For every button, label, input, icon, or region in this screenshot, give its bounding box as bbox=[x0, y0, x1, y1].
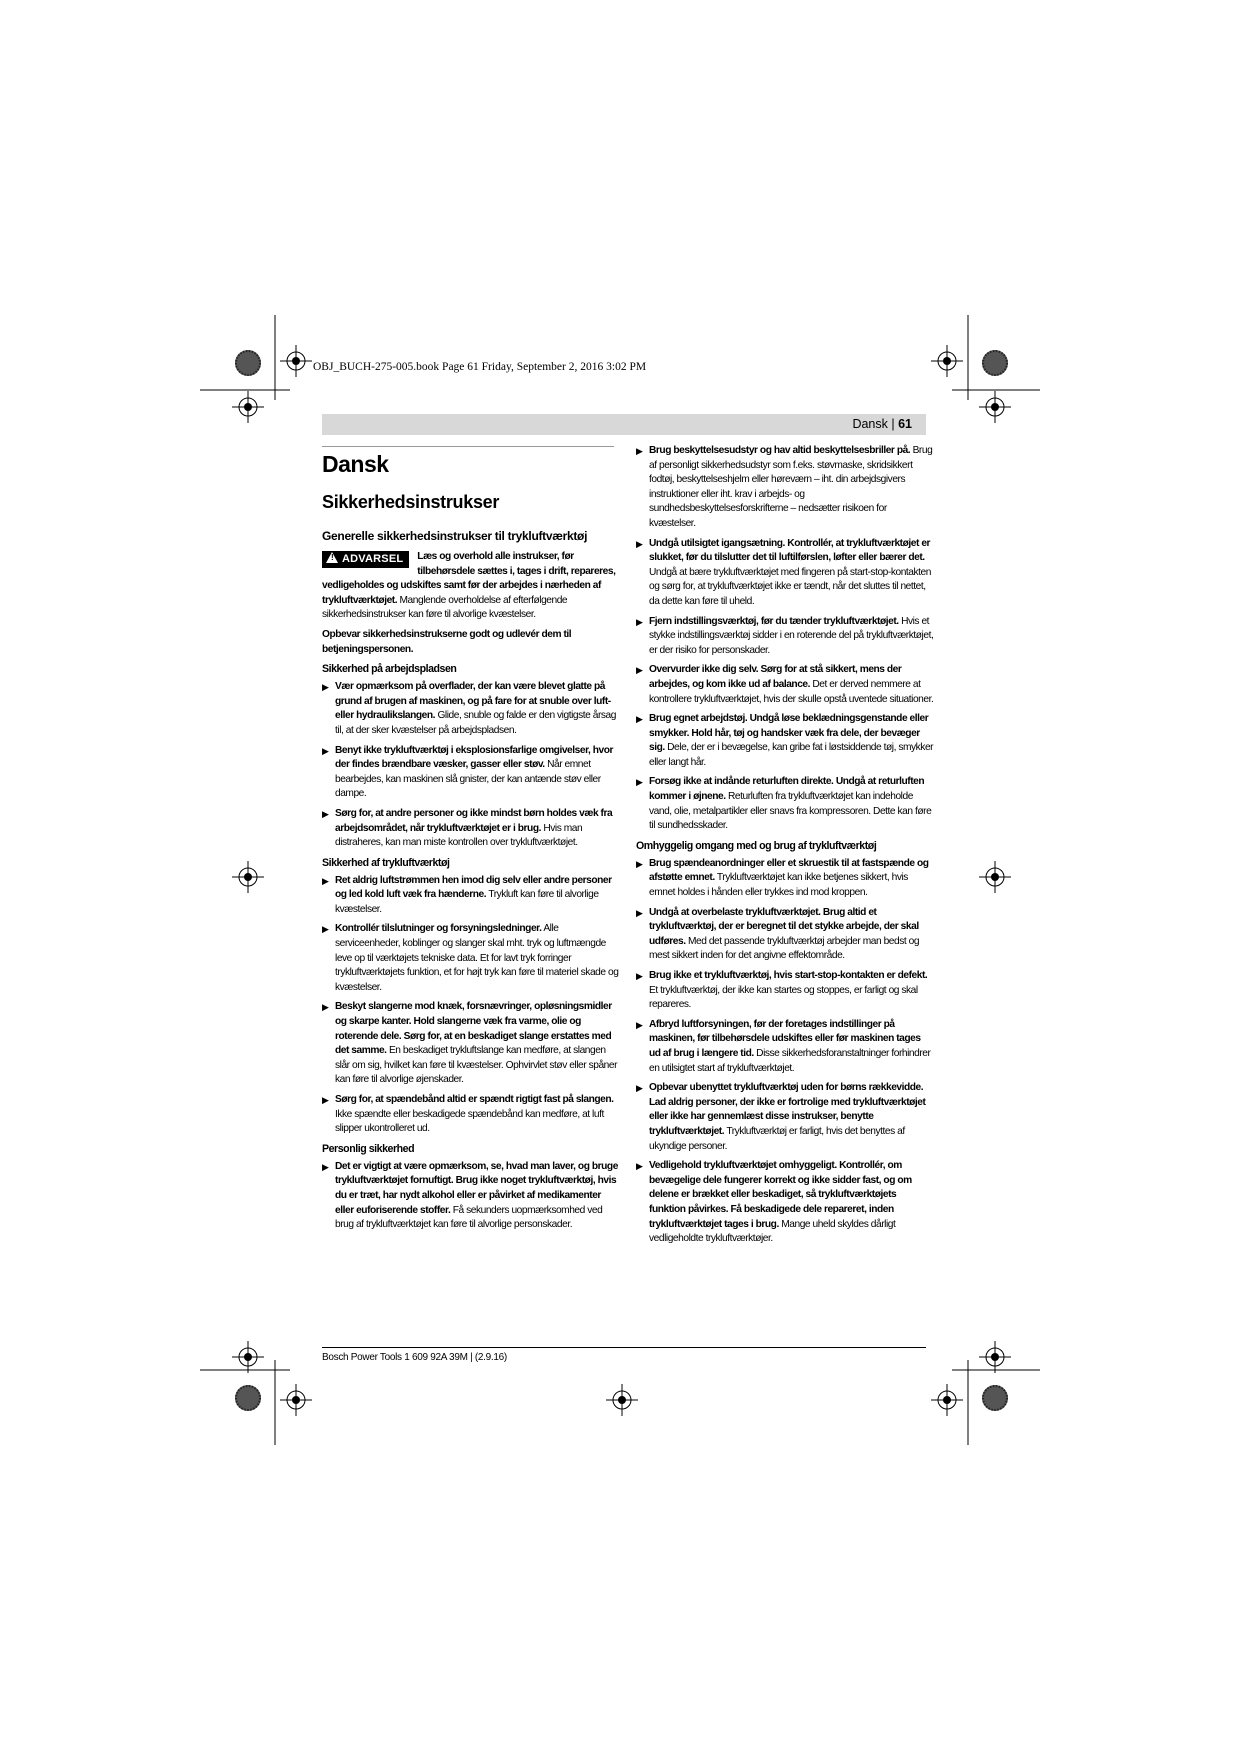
item-text: Det er derved nemmere at kontrollere trykluftværktøjet, hvis der skulle opstå uventede situationer. bbox=[649, 678, 934, 705]
list-item bbox=[636, 775, 934, 833]
item-bold-text: Vedligehold trykluftværktøjet omhyggeligt. Kontrollér, om bevægelige dele fungerer korrekt og ikke sidder fast, og om delene er brækket eller beskadiget, så trykluftværktøjets funktion påvirkes. Få beskadigede dele repareret, inden trykluftværktøjet tages i brug. bbox=[649, 1160, 912, 1230]
item-text: Brug af personligt sikkerhedsudstyr som f.eks. støvmaske, skridsikkert fodtøj, beskyttelseshjelm eller høreværn – iht. din arbejdsgivers instruktioner eller iht. krav i arbejds- og sundhedsbeskyttelsesforskrifterne – nedsætter risikoen for kvæstelser. bbox=[649, 445, 933, 529]
item-bold-text: Opbevar ubenyttet trykluftværktøj uden for børns rækkevidde. Lad aldrig personer, der ikke er fortrolige med trykluftværktøjet eller ikke har gennemlæst disse instrukser, benytte trykluftværktøjet. bbox=[649, 1082, 926, 1137]
item-bold-text: Beskyt slangerne mod knæk, forsnævringer, opløsningsmidler og skarpe kanter. Hold slangerne væk fra varme, olie og roterende dele. Sørg for, at en beskadiget slange erstattes med det samme. bbox=[335, 1001, 612, 1057]
bullet-arrow-icon: ▶ bbox=[322, 1161, 329, 1172]
list-item bbox=[322, 1000, 620, 1088]
item-bold-text: Brug spændeanordninger eller et skruestik til at fastspænde og afstøtte emnet. bbox=[649, 857, 929, 884]
warning-triangle-icon: ! bbox=[326, 552, 338, 563]
item-text: Trykluftværktøjet kan ikke betjenes sikkert, hvis emnet holdes i hånden eller trykkes ind mod kroppen. bbox=[649, 872, 908, 899]
page-number: 61 bbox=[898, 417, 912, 431]
list-item bbox=[636, 444, 934, 532]
item-bold-text: Afbryd luftforsyningen, før der foretages indstillinger på maskinen, før tilbehørsdele udskiftes eller før maskinen tages ud af brug i længere tid. bbox=[649, 1018, 921, 1059]
warning-bold-text: Læs og overhold alle instrukser, før tilbehørsdele sættes i, tages i drift, repareres, vedligeholdes og udskiftes samt før der arbejdes i nærheden af trykluftværktøjet. bbox=[322, 551, 616, 606]
item-bold-text: Brug beskyttelsesudstyr og hav altid beskyttelsesbriller på. bbox=[649, 445, 911, 456]
right-column bbox=[636, 444, 934, 1252]
list-item bbox=[322, 807, 620, 851]
page-label bbox=[852, 417, 912, 431]
bullet-arrow-icon: ▶ bbox=[636, 665, 643, 676]
subsection-title: Generelle sikkerhedsinstrukser til trykluftværktøj bbox=[322, 529, 588, 543]
page-title: Dansk bbox=[322, 451, 389, 477]
list-item bbox=[322, 680, 620, 738]
bullet-arrow-icon: ▶ bbox=[636, 971, 643, 981]
item-text: Alle serviceenheder, koblinger og slanger skal mht. tryk og luftmængde leve op til værktøjets tekniske data. Et for lavt tryk forringer trykluftværktøjets funktion, et for højt tryk kan føre til materiel skade og kvæstelser. bbox=[335, 923, 619, 993]
list-item bbox=[636, 1159, 934, 1247]
item-text: Få sekunders uopmærksomhed ved brug af trykluftværktøjet kan føre til alvorlige personskader. bbox=[335, 1204, 603, 1231]
bullet-arrow-icon: ▶ bbox=[322, 808, 329, 819]
item-bold-text: Undgå at overbelaste trykluftværktøjet. Brug altid et trykluftværktøj, der er beregnet til det stykke arbejde, der skal udføres. bbox=[649, 906, 919, 947]
warning-paragraph bbox=[322, 550, 620, 623]
bullet-arrow-icon: ▶ bbox=[636, 777, 643, 788]
item-bold-text: Sørg for, at andre personer og ikke mindst børn holdes væk fra arbejdsområdet, når trykluftværktøjet er i brug. bbox=[335, 807, 613, 834]
group-title: Sikkerhed af trykluftværktøj bbox=[322, 856, 450, 869]
group-list bbox=[322, 680, 620, 851]
item-text: Ikke spændte eller beskadigede spændebånd kan medføre, at luft slipper ukontrolleret ud. bbox=[335, 1108, 604, 1135]
item-bold-text: Benyt ikke trykluftværktøj i eksplosionsfarlige omgivelser, hvor der findes brændbare væsker, gasser eller støv. bbox=[335, 744, 614, 771]
item-bold-text: Undgå utilsigtet igangsætning. Kontrollér, at trykluftværktøjet er slukket, før du tilslutter det til luftilførslen, løfter eller bærer det. bbox=[649, 537, 931, 564]
header-bar bbox=[322, 414, 926, 435]
bullet-arrow-icon: ▶ bbox=[636, 714, 643, 725]
bullet-arrow-icon: ▶ bbox=[636, 907, 643, 918]
bullet-arrow-icon: ▶ bbox=[636, 858, 643, 869]
item-bold-text: Brug egnet arbejdstøj. Undgå løse beklædningsgenstande eller smykker. Hold hår, tøj og handsker væk fra dele, der bevæger sig. bbox=[649, 713, 929, 754]
item-bold-text: Forsøg ikke at indånde returluften direkte. Undgå at returluften kommer i øjnene. bbox=[649, 776, 925, 803]
item-bold-text: Kontrollér tilslutninger og forsyningsledninger. bbox=[335, 923, 542, 935]
bullet-arrow-icon: ▶ bbox=[322, 1002, 329, 1013]
item-text: Glide, snuble og falde er den vigtigste årsag til, at der sker kvæstelser på arbejdspladsen. bbox=[335, 710, 616, 736]
left-groups bbox=[322, 662, 620, 1233]
bullet-arrow-icon: ▶ bbox=[322, 682, 329, 693]
left-column bbox=[322, 444, 620, 1238]
footer-rule bbox=[322, 1347, 926, 1348]
group-title: Omhyggelig omgang med og brug af trykluftværktøj bbox=[636, 839, 877, 852]
item-bold-text: Fjern indstillingsværktøj, før du tænder trykluftværktøjet. bbox=[649, 615, 899, 627]
bullet-arrow-icon: ▶ bbox=[322, 875, 329, 886]
item-bold-text: Sørg for, at spændebånd altid er spændt rigtigt fast på slangen. bbox=[335, 1094, 614, 1105]
list-item bbox=[636, 906, 934, 964]
list-item bbox=[636, 1081, 934, 1154]
item-text: En beskadiget trykluftslange kan medføre, at slangen slår om sig, hvilket kan føre til kvæstelser. Ophvirvlet støv eller spåner kan føre til alvorlige øjenskader. bbox=[335, 1045, 618, 1086]
right-group-list bbox=[636, 857, 934, 1247]
bullet-arrow-icon: ▶ bbox=[636, 1019, 643, 1030]
bullet-arrow-icon: ▶ bbox=[636, 446, 643, 456]
list-item bbox=[322, 1160, 620, 1233]
bullet-arrow-icon: ▶ bbox=[322, 745, 329, 756]
keep-instructions: Opbevar sikkerhedsinstrukserne godt og udlevér dem til betjeningspersonen. bbox=[322, 628, 572, 655]
bullet-arrow-icon: ▶ bbox=[322, 1095, 329, 1105]
list-item bbox=[322, 1093, 620, 1137]
item-text: Mange uheld skyldes dårligt vedligeholdte trykluftværktøjer. bbox=[649, 1218, 896, 1245]
item-bold-text: Overvurder ikke dig selv. Sørg for at stå sikkert, mens der arbejdes, og kom ikke ud af balance. bbox=[649, 664, 902, 690]
footer-text: Bosch Power Tools 1 609 92A 39M | (2.9.16) bbox=[322, 1352, 507, 1363]
item-bold-text: Det er vigtigt at være opmærksom, se, hvad man laver, og bruge trykluftværktøjet fornuftigt. Brug ikke noget trykluftværktøj, hvis du er træt, har nydt alkohol eller er påvirket af medikamenter eller euforiserende stoffer. bbox=[335, 1160, 618, 1216]
item-text: Dele, der er i bevægelse, kan gribe fat i løstsiddende tøj, smykker eller langt hår. bbox=[649, 742, 934, 768]
list-item bbox=[322, 874, 620, 918]
item-text: Trykluft kan føre til alvorlige kvæstelser. bbox=[335, 889, 599, 915]
list-item bbox=[636, 857, 934, 901]
list-item bbox=[636, 537, 934, 610]
header-separator: | bbox=[891, 417, 895, 431]
list-item bbox=[636, 712, 934, 770]
section-title: Sikkerhedsinstrukser bbox=[322, 492, 500, 512]
item-text: Hvis et stykke indstillingsværktøj sidder i en roterende del på trykluftværktøjet, er der risiko for personskader. bbox=[649, 615, 934, 656]
group-title: Sikkerhed på arbejdspladsen bbox=[322, 663, 457, 676]
item-text: Med det passende trykluftværktøj arbejder man bedst og mest sikkert inden for det angivne effektområde. bbox=[649, 935, 920, 962]
group-title: Personlig sikkerhed bbox=[322, 1142, 415, 1155]
item-text: Når emnet bearbejdes, kan maskinen slå gnister, der kan antænde støv eller dampe. bbox=[335, 759, 601, 800]
list-item bbox=[636, 615, 934, 659]
bullet-arrow-icon: ▶ bbox=[636, 1083, 643, 1094]
bullet-arrow-icon: ▶ bbox=[636, 538, 643, 549]
item-text: Et trykluftværktøj, der ikke kan startes og stoppes, er farligt og skal repareres. bbox=[649, 984, 918, 1011]
list-item bbox=[636, 1018, 934, 1076]
item-bold-text: Ret aldrig luftstrømmen hen imod dig selv eller andre personer og led kold luft væk fra hænderne. bbox=[335, 874, 612, 901]
item-bold-text: Brug ikke et trykluftværktøj, hvis start-stop-kontakten er defekt. bbox=[649, 970, 928, 981]
item-text: Returluften fra trykluftværktøjet kan indeholde vand, olie, metalpartikler eller snavs fra kompressoren. Dette kan føre til sundhedsskader. bbox=[649, 791, 932, 832]
item-text: Disse sikkerhedsforanstaltninger forhindrer en utilsigtet start af trykluftværktøjet. bbox=[649, 1047, 931, 1074]
warning-text: Manglende overholdelse af efterfølgende sikkerhedsinstrukser kan føre til alvorlige kvæstelser. bbox=[322, 594, 568, 621]
group-list bbox=[322, 874, 620, 1137]
bullet-arrow-icon: ▶ bbox=[636, 1161, 643, 1172]
header-language: Dansk bbox=[852, 417, 888, 431]
item-text: Undgå at bære trykluftværktøjet med fingeren på start-stop-kontakten og sørg for, at trykluftværktøjet ikke er tændt, når det sluttes til nettet, da dette kan føre til uheld. bbox=[649, 566, 931, 607]
file-header: OBJ_BUCH-275-005.book Page 61 Friday, September 2, 2016 3:02 PM bbox=[313, 361, 647, 373]
group-list bbox=[322, 1160, 620, 1233]
warning-badge bbox=[322, 551, 409, 568]
list-item bbox=[322, 922, 620, 995]
list-item bbox=[322, 744, 620, 802]
bullet-arrow-icon: ▶ bbox=[322, 924, 329, 935]
list-item bbox=[636, 969, 934, 1013]
item-text: Hvis man distraheres, kan man miste kontrollen over trykluftværktøjet. bbox=[335, 822, 583, 849]
list-item bbox=[636, 663, 934, 707]
warning-badge-label: ADVARSEL bbox=[342, 553, 404, 565]
bullet-arrow-icon: ▶ bbox=[636, 616, 643, 627]
right-top-list bbox=[636, 444, 934, 834]
item-text: Trykluftværktøj er farligt, hvis det benyttes af ukyndige personer. bbox=[649, 1125, 905, 1152]
item-bold-text: Vær opmærksom på overflader, der kan være blevet glatte på grund af brugen af maskinen, og på fare for at snuble over luft- eller hydraulikslangen. bbox=[335, 681, 611, 722]
